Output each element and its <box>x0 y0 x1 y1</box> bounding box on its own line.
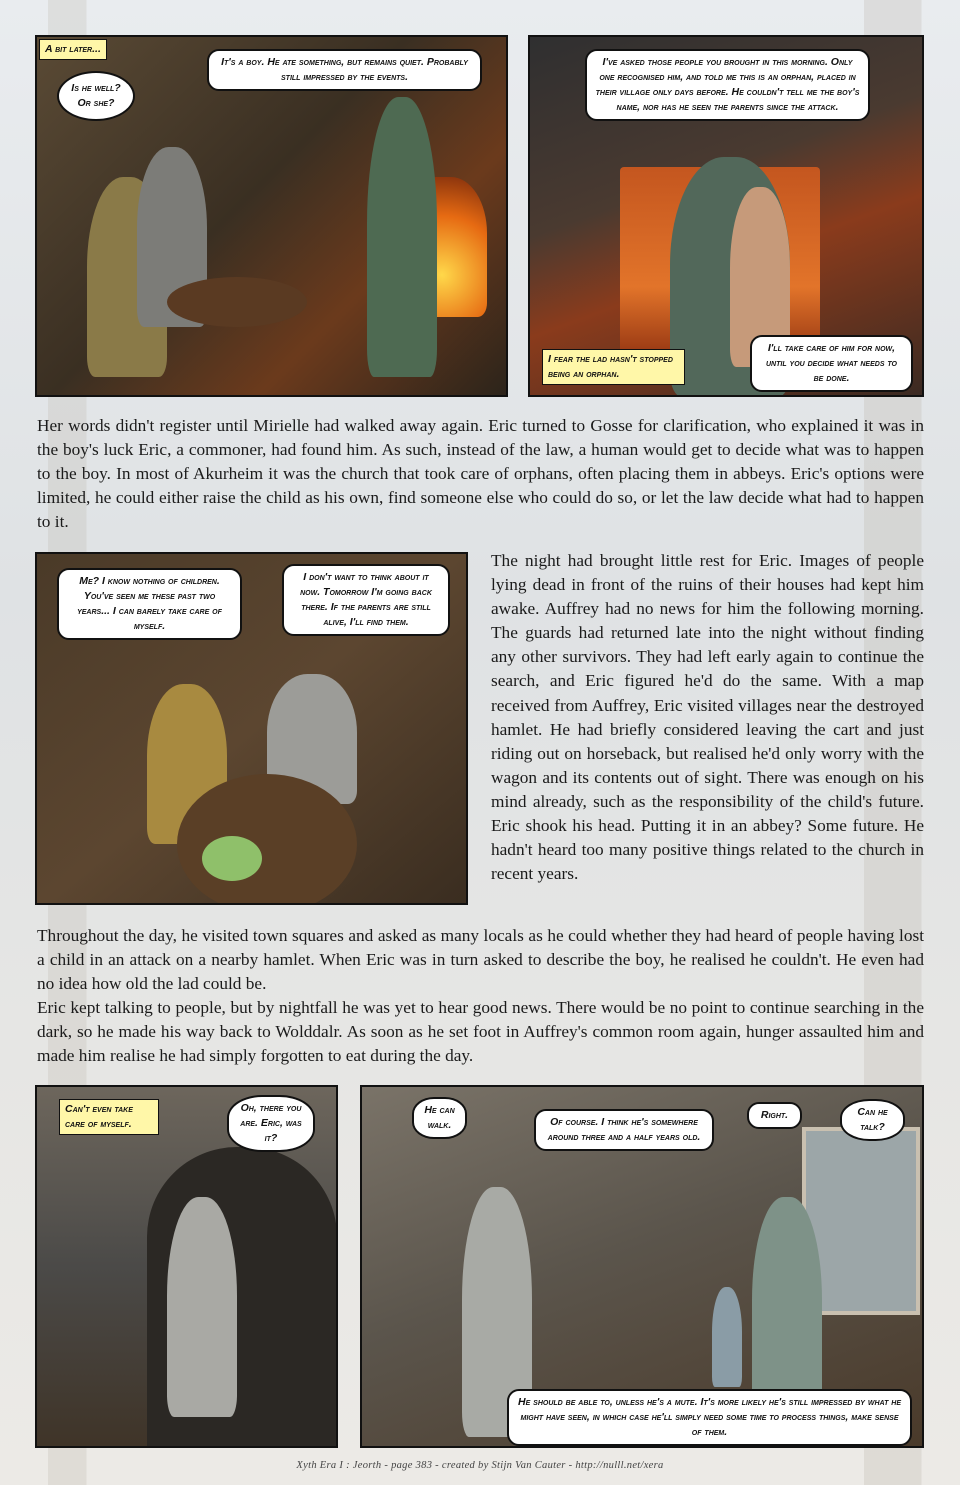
round-table <box>177 774 357 905</box>
figure-eric-standing <box>167 1197 237 1417</box>
figure-child <box>712 1287 742 1387</box>
speech-bubble: It's a boy. He ate something, but remains quiet. Probably still impressed by the events. <box>207 49 482 91</box>
round-table <box>167 277 307 327</box>
prose-paragraph: Eric kept talking to people, but by nightfall he was yet to hear good news. There would be no point to continue searching in the dark, so he made his way back to Wolddalr. As soon as he set foot in Auffrey's common room again, hunger assaulted him and made him realise he had simply forgotten to eat during the day. <box>37 998 924 1066</box>
page-footer: Xyth Era I : Jeorth - page 383 - created by Stijn Van Cauter - http://nulll.net/xera <box>296 1460 664 1471</box>
speech-bubble: He should be able to, unless he's a mute. It's more likely he's still impressed by what he might have seen, in which case he'll simply need some time to process things, make sense of them. <box>507 1389 912 1446</box>
speech-bubble: I've asked those people you brought in this morning. Only one recognised him, and told me this is an orphan, placed in their village only days before. He couldn't tell me the boy's name, nor has he seen the parents since the attack. <box>585 49 870 121</box>
speech-bubble: Me? I know nothing of children. You've seen me these past two years... I can barely take care of myself. <box>57 568 242 640</box>
caption-box: A bit later... <box>39 39 107 60</box>
prose-paragraph-group <box>37 924 924 1069</box>
speech-bubble: Oh, there you are. Eric, was it? <box>227 1095 315 1152</box>
speech-bubble: Can he talk? <box>840 1099 905 1141</box>
speech-bubble: He can walk. <box>412 1097 467 1139</box>
prose-paragraph: Her words didn't register until Mirielle had walked away again. Eric turned to Gosse for clarification, who explained it was in the boy's luck Eric, a commoner, had found him. As such, instead of the law, a human would get to decide what was to happen to the boy. In most of Akurheim it was the church that took care of orphans, often placing them in abbeys. Eric's options were limited, he could either raise the child as his own, find someone else who could do so, or let the law decide what had to happen to it. <box>37 416 924 532</box>
speech-bubble: Is he well? Or she? <box>57 71 135 121</box>
comic-panel-2 <box>528 35 924 397</box>
comic-panel-1 <box>35 35 508 397</box>
caption-box: I fear the lad hasn't stopped being an orphan. <box>542 349 685 385</box>
bowl-of-apples <box>202 836 262 881</box>
caption-box: Can't even take care of myself. <box>59 1099 159 1135</box>
speech-bubble: Of course. I think he's somewhere around three and a half years old. <box>534 1109 714 1151</box>
prose-paragraph: Throughout the day, he visited town squares and asked as many locals as he could whether they had heard of people having lost a child in an attack on a nearby hamlet. When Eric was in turn asked to describe the boy, he realised he couldn't. He even had no idea how old the lad could be. <box>37 926 924 994</box>
speech-bubble: I don't want to think about it now. Tomorrow I'm going back there. If the parents are still alive, I'll find them. <box>282 564 450 636</box>
comic-panel-4 <box>35 1085 338 1448</box>
comic-panel-5 <box>360 1085 924 1448</box>
prose-side-column: The night had brought little rest for Eric. Images of people lying dead in front of the ruins of their houses had kept him awake. Auffrey had no news for him the following morning. The guards had returned late into the night without finding any other survivors. They had left early again to continue the search, and Eric figured he'd do the same. With a map received from Auffrey, Eric visited villages near the destroyed hamlet. He had briefly considered leaving the cart and just riding out on horseback, but realised he'd only worry with the wagon and its contents out of sight. There was enough on his mind already, such as the responsibility of the child's future. Eric shook his head. Putting it in an abbey? Some future. He hadn't heard too many positive things related to the church in recent years. <box>491 551 924 884</box>
speech-bubble: Right. <box>747 1102 802 1129</box>
figure-mirielle <box>367 97 437 377</box>
comic-panel-3 <box>35 552 468 905</box>
speech-bubble: I'll take care of him for now, until you decide what needs to be done. <box>750 335 913 392</box>
